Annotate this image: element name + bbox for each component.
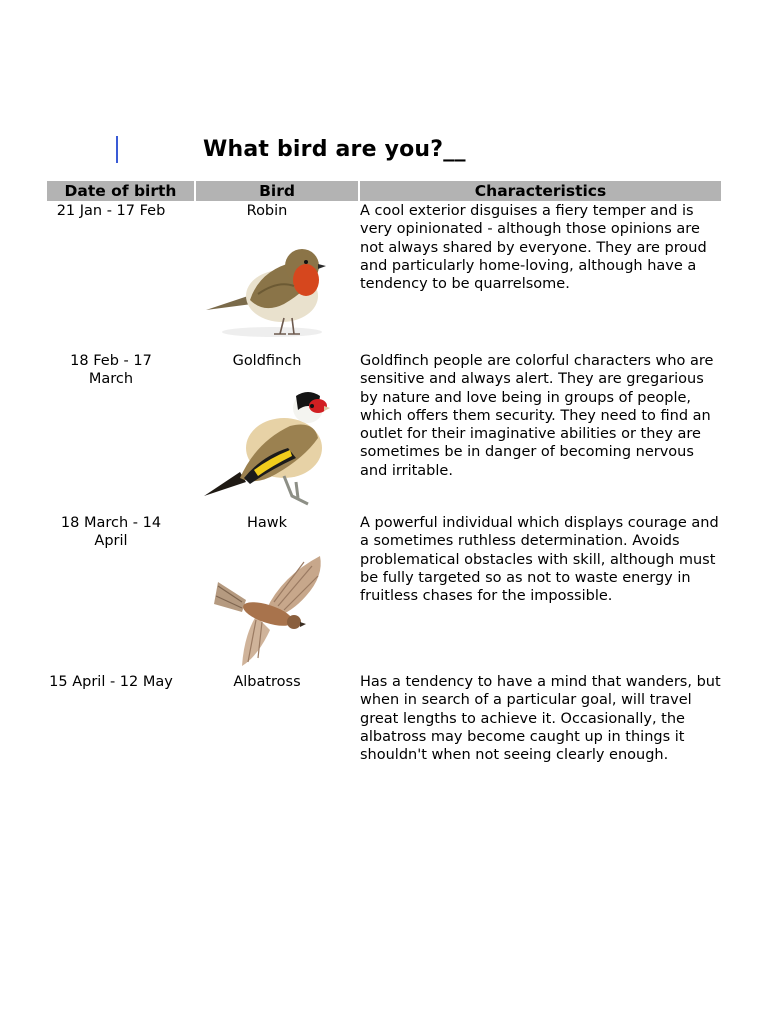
goldfinch-illustration [200,386,330,508]
row-albatross-description: Has a tendency to have a mind that wanders, but when in search of a particular goal, will travel great lengths to achieve it. Occasionally, the albatross may become caught up in things it shouldn't when not seeing clearly enough. [360,674,721,764]
robin-illustration [202,238,332,342]
hawk-illustration [212,552,330,670]
header-date-of-birth: Date of birth [47,181,194,201]
row-goldfinch-description: Goldfinch people are colorful characters who are sensitive and always alert. They are gregarious by nature and love being in groups of people, which offers them security. They need to find an outlet for their imaginative abilities or they are sometimes be in danger of becoming nervous and irritable. [360,353,714,479]
page-title: What bird are you?__ [203,137,466,162]
header-characteristics: Characteristics [360,181,721,201]
row-goldfinch-date: 18 Feb - 17 March [70,353,152,388]
row-robin-description: A cool exterior disguises a fiery temper and is very opinionated - although those opinions are not always shared by everyone. They are proud and particularly home-loving, although have a tendency to be quarrelsome. [360,203,707,293]
row-hawk-bird: Hawk [246,515,288,531]
text-cursor [116,136,118,163]
row-robin-bird: Robin [246,203,288,219]
row-hawk-description: A powerful individual which displays courage and a sometimes ruthless determination. Avoids problematical obstacles with skill, although must be fully targeted so as not to waste energy in fruitless chases for the impossible. [360,515,719,605]
row-robin-date: 21 Jan - 17 Feb [56,203,166,219]
row-albatross-date: 15 April - 12 May [49,674,173,690]
row-goldfinch-bird: Goldfinch [232,353,302,369]
row-albatross-bird: Albatross [233,674,301,690]
row-hawk-date: 18 March - 14 April [60,515,162,550]
header-bird: Bird [196,181,358,201]
